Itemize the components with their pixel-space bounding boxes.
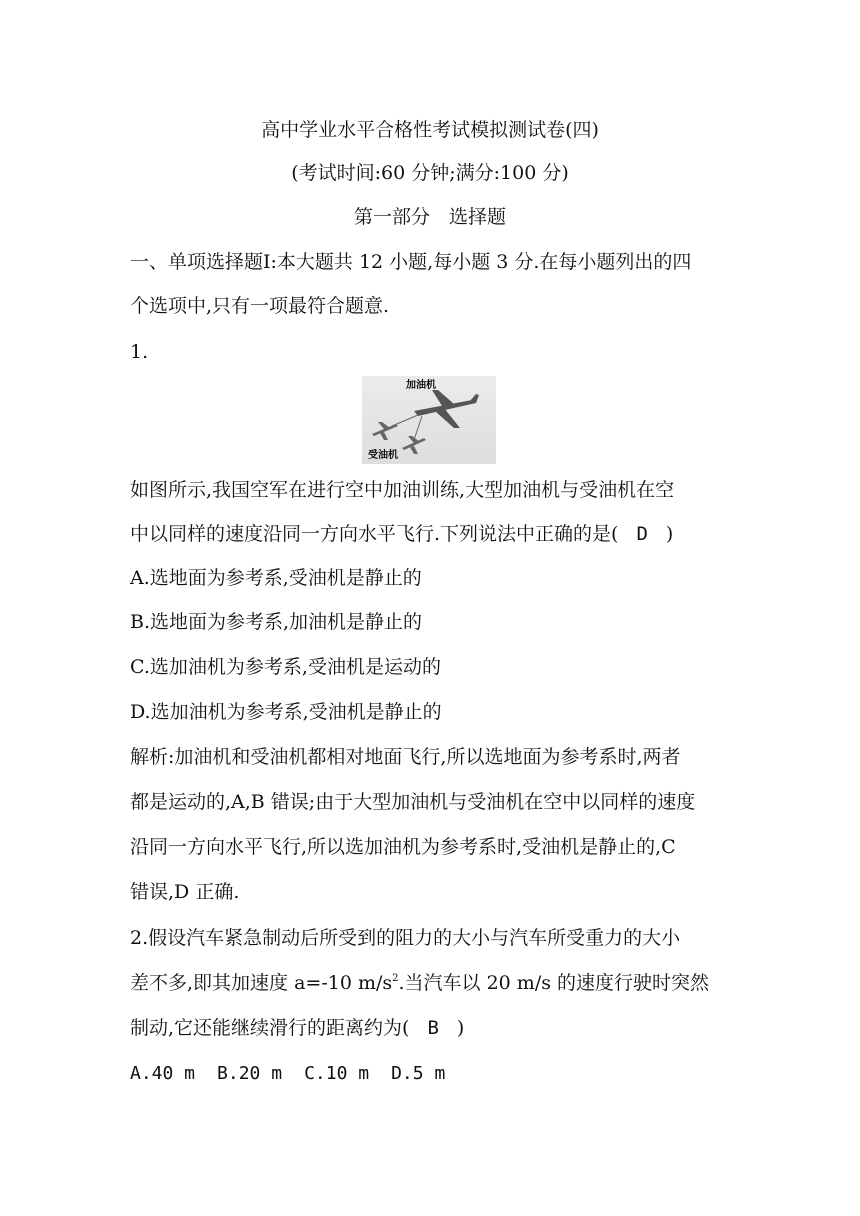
question-1-close-paren: ) (665, 523, 674, 545)
question-2-stem-text: 制动,它还能继续滑行的距离约为( (130, 1017, 410, 1039)
part-heading: 第一部分 选择题 (353, 206, 506, 228)
question-2-option-d: D.5 m (391, 1063, 446, 1084)
question-2-superscript: 2 (392, 973, 399, 984)
exam-title: 高中学业水平合格性考试模拟测试卷(四) (261, 119, 599, 141)
question-2-stem-part-a: 差不多,即其加速度 a=-10 m/s (130, 972, 393, 994)
question-2-options (130, 1062, 445, 1086)
receiver-label: 受油机 (368, 450, 398, 461)
question-1-analysis-line1: 解析:加油机和受油机都相对地面飞行,所以选地面为参考系时,两者 (130, 746, 681, 768)
question-2-stem-line3 (130, 1016, 464, 1040)
question-1-number: 1. (130, 341, 149, 363)
question-2-option-c: C.10 m (304, 1063, 370, 1084)
question-1-answer: D (636, 523, 648, 545)
question-1-stem-line1: 如图所示,我国空军在进行空中加油训练,大型加油机与受油机在空 (130, 479, 675, 501)
exam-info: (考试时间:60 分钟;满分:100 分) (291, 162, 569, 184)
question-2-option-a: A.40 m (130, 1063, 196, 1084)
section-instructions-line1: 一、单项选择题Ⅰ:本大题共 12 小题,每小题 3 分.在每小题列出的四 (130, 251, 692, 273)
question-1-option-a: A.选地面为参考系,受油机是静止的 (130, 567, 422, 589)
question-1-stem-text: 中以同样的速度沿同一方向水平飞行.下列说法中正确的是( (130, 523, 619, 545)
question-1-option-b: B.选地面为参考系,加油机是静止的 (130, 611, 423, 633)
section-instructions-line2: 个选项中,只有一项最符合题意. (130, 295, 390, 317)
refueling-figure (362, 376, 496, 464)
question-2-stem-part-b: .当汽车以 20 m/s 的速度行驶时突然 (398, 972, 710, 994)
question-1-option-d: D.选加油机为参考系,受油机是静止的 (130, 701, 442, 723)
question-1-analysis-line3: 沿同一方向水平飞行,所以选加油机为参考系时,受油机是静止的,C (130, 836, 676, 858)
question-2-stem-line1: 2.假设汽车紧急制动后所受到的阻力的大小与汽车所受重力的大小 (130, 927, 681, 949)
question-1-stem-line2 (130, 522, 673, 546)
question-2-answer: B (427, 1017, 439, 1039)
tanker-label: 加油机 (406, 380, 436, 391)
question-2-option-b: B.20 m (217, 1063, 283, 1084)
question-2-stem-line2 (130, 971, 709, 995)
question-2-close-paren: ) (456, 1017, 465, 1039)
question-1-analysis-line4: 错误,D 正确. (130, 881, 240, 903)
question-1-analysis-line2: 都是运动的,A,B 错误;由于大型加油机与受油机在空中以同样的速度 (130, 791, 696, 813)
question-1-option-c: C.选加油机为参考系,受油机是运动的 (130, 656, 441, 678)
